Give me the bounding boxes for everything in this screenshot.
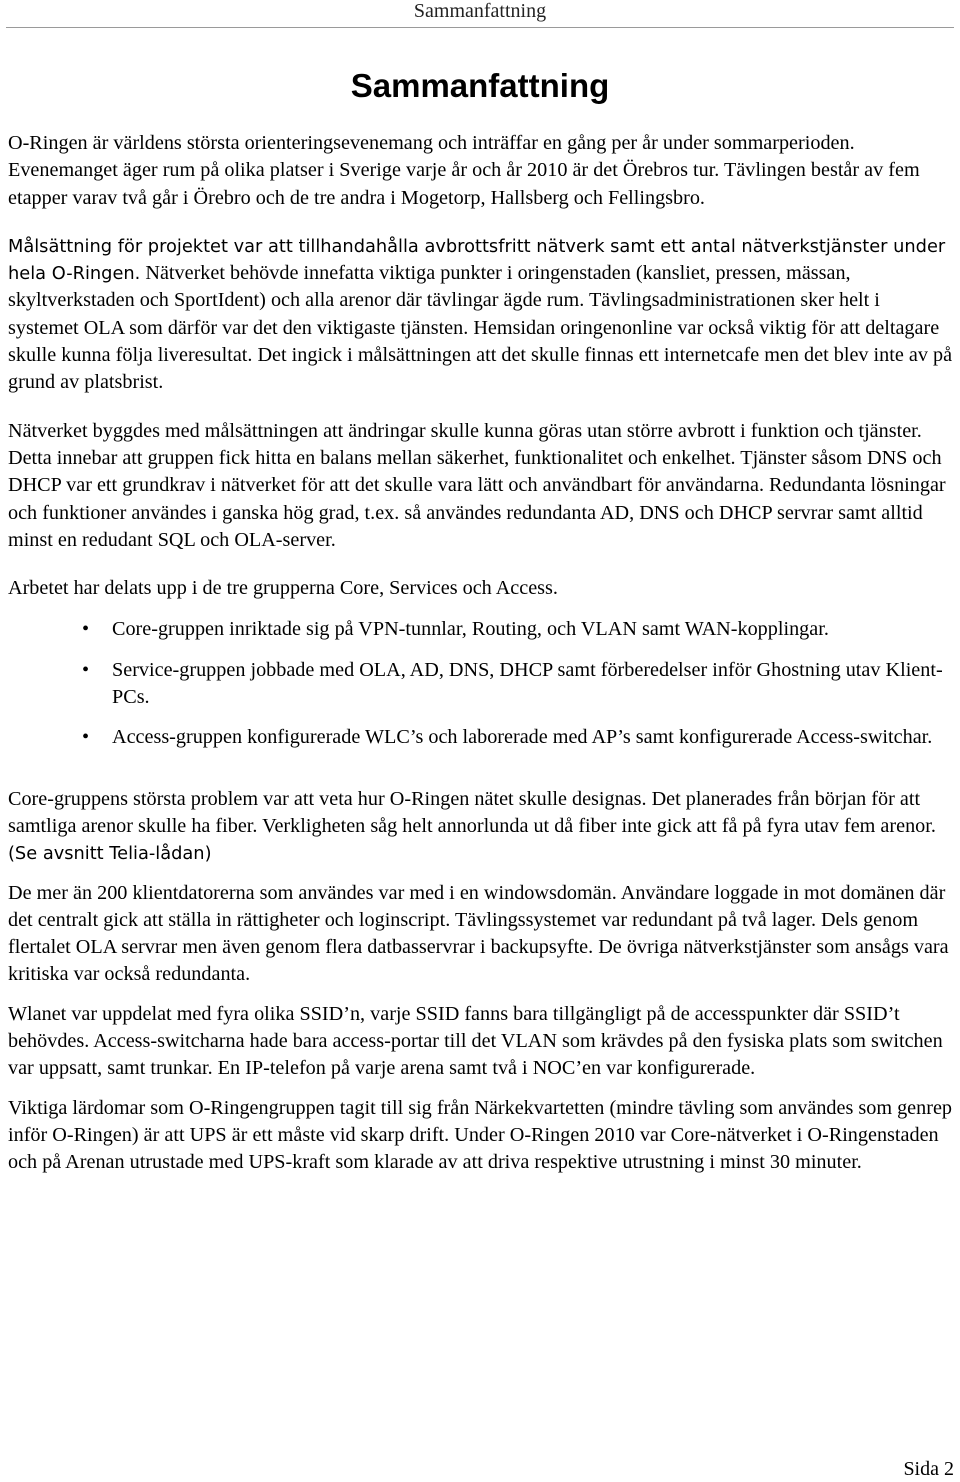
groups-list (8, 616, 954, 751)
core-problem-text: Core-gruppens största problem var att veta hur O-Ringen nätet skulle designas. Det planerades från början för att samtliga arenor skulle ha fiber. Verkligheten såg helt annorlunda ut då fiber inte gick att få på fyra utav fem arenor. (8, 787, 936, 837)
document-body (8, 130, 954, 1177)
wlan-paragraph: Wlanet var uppdelat med fyra olika SSID’n, varje SSID fanns bara tillgängligt på de accesspunkter där SSID’t behövdes. Access-switcharna hade bara access-portar till det VLAN som krävdes på den fysiska plats som switchen var uppsatt, samt trunkar. En IP-telefon på varje arena samt två i NOC’en var konfigurerade. (8, 1002, 943, 1080)
list-item-text: Service-gruppen jobbade med OLA, AD, DNS, DHCP samt förberedelser inför Ghostning utav Klient-PCs. (112, 658, 943, 709)
core-problem-paragraph (8, 786, 954, 868)
page-title: Sammanfattning (350, 67, 610, 104)
groups-intro-paragraph: Arbetet har delats upp i de tre grupperna Core, Services och Access. (8, 577, 558, 600)
network-design-paragraph: Nätverket byggdes med målsättningen att ändringar skulle kunna göras utan större avbrott i funktion och tjänster. Detta innebar att gruppen fick hitta en balans mellan säkerhet, funktionalitet och enkelhet. Tjänster såsom DNS och DHCP var ett grundkrav i nätverket för att det skulle vara lätt och användbart för användarna. Redundanta lösningar och funktioner användes i ganska hög grad, t.ex. så användes redundanta AD, DNS och DHCP servrar samt alltid minst en redudant SQL och OLA-server. (8, 419, 946, 551)
intro-paragraph: O-Ringen är världens största orienteringsevenemang och inträffar en gång per år under sommarperioden. Evenemanget äger rum på olika platser i Sverige varje år och år 2010 är det Örebros tur. Tävlingen består av fem etapper varav två går i Örebro och de tre andra i Mogetorp, Hallsberg och Fellingsbro. (8, 132, 920, 209)
list-item-core (8, 616, 954, 643)
telia-reference: (Se avsnitt Telia-lådan) (8, 843, 212, 865)
list-item-text: Access-gruppen konfigurerade WLC’s och laborerade med AP’s samt konfigurerade Access-switchar. (112, 726, 933, 749)
page-number: Sida 2 (903, 1458, 954, 1480)
goal-paragraph-lead: Målsättning för projektet var att tillhandahålla avbrottsfritt nätverk samt ett antal nätverkstjänster under hela O-Ringen. (8, 235, 946, 285)
bullet-icon: • (82, 618, 90, 641)
clients-paragraph: De mer än 200 klientdatorerna som användes var med i en windowsdomän. Användare loggade in mot domänen där det centralt gick att ställa in rättigheter och loginscript. Tävlingssystemet var redundant på två lager. Dels genom flertalet OLA servrar men även genom flera datbasservrar i backupsyfte. De övriga nätverkstjänster som ansågs vara kritiska var också redundanta. (8, 881, 949, 986)
bullet-icon: • (82, 726, 90, 749)
bullet-icon: • (82, 658, 90, 681)
lessons-paragraph: Viktiga lärdomar som O-Ringengruppen tagit till sig från Närkekvartetten (mindre tävling som användes som genrep inför O-Ringen) är att UPS är ett måste vid skarp drift. Under O-Ringen 2010 var Core-nätverket i O-Ringenstaden och på Arenan utrustade med UPS-kraft som klarade av att driva respektive utrustning i minst 30 minuter. (8, 1096, 952, 1174)
goal-paragraph-body: Nätverket behövde innefatta viktiga punkter i oringenstaden (kansliet, pressen, mässan, skyltverkstaden och SportIdent) och alla arenor där tävlingar ägde rum. Tävlingsadministrationen sker helt i systemet OLA som därför var det den viktigaste tjänsten. Hemsidan oringenonline var också viktig för att deltagare skulle kunna följa liveresultat. Det ingick i målsättningen att det skulle finnas ett internetcafe men det blev inte av på grund av platsbrist. (8, 262, 953, 394)
list-item-text: Core-gruppen inriktade sig på VPN-tunnlar, Routing, och VLAN samt WAN-kopplingar. (112, 618, 829, 641)
header-divider (6, 27, 954, 28)
goal-paragraph (8, 233, 954, 397)
list-item-access (8, 724, 954, 751)
running-header: Sammanfattning (413, 0, 547, 22)
list-item-service (8, 657, 954, 712)
